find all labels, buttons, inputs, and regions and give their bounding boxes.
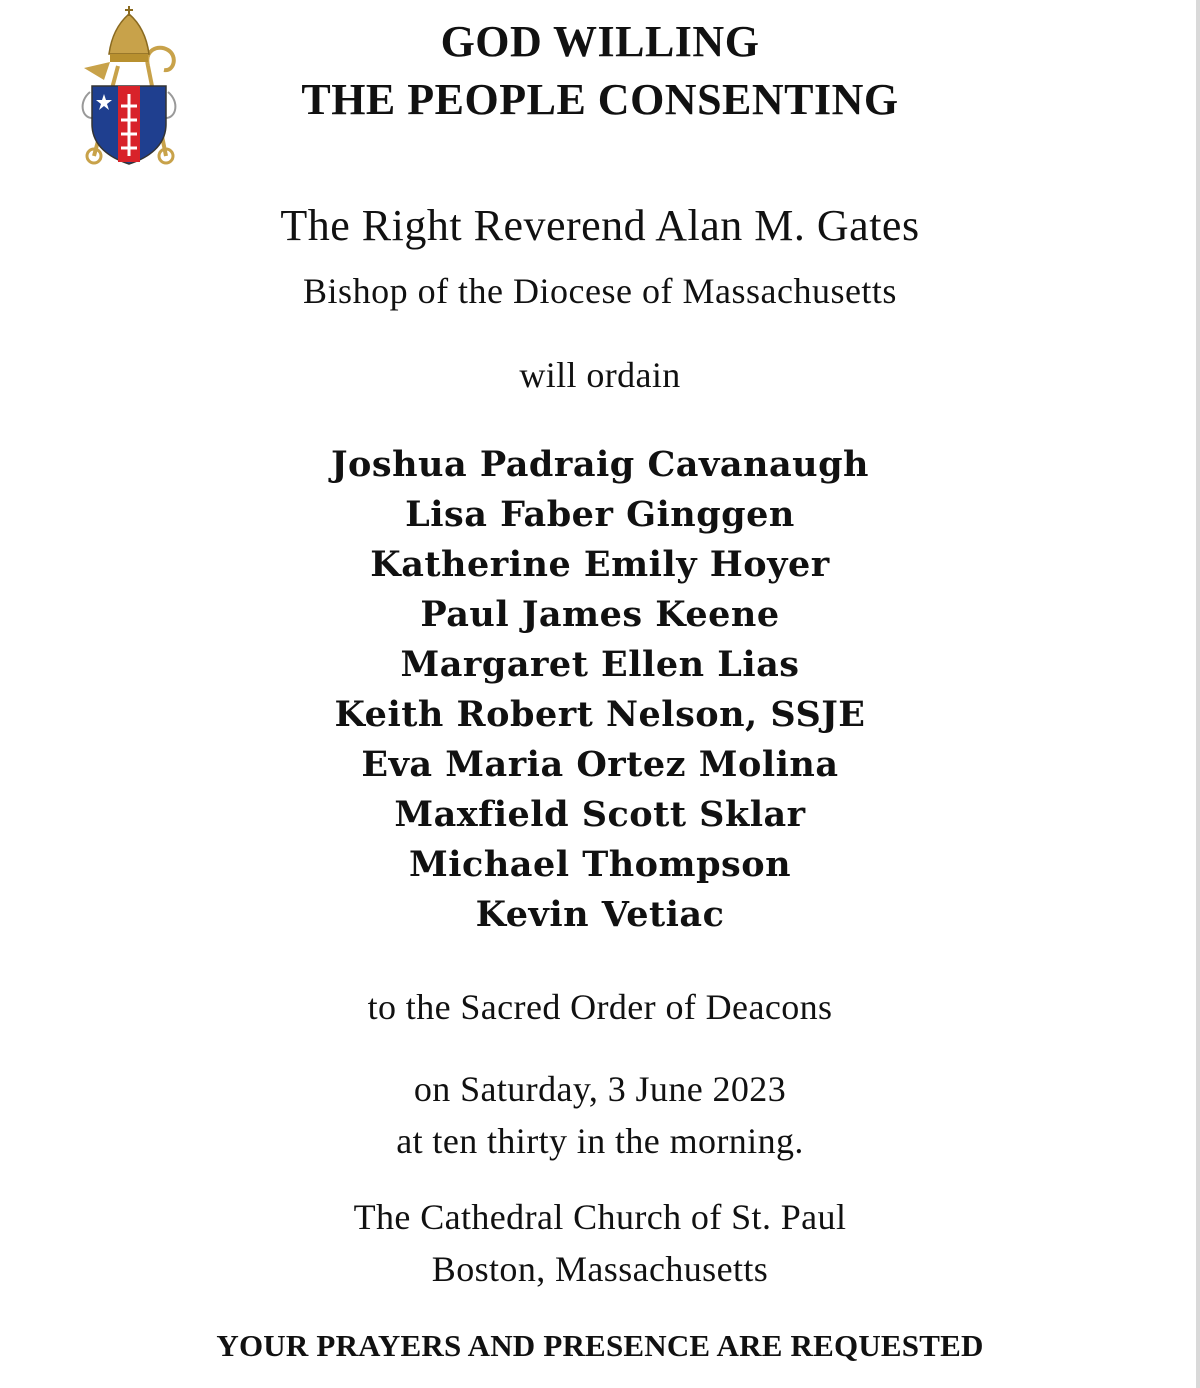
action-text: will ordain <box>519 355 681 395</box>
footer-request: YOUR PRAYERS AND PRESENCE ARE REQUESTED <box>216 1328 984 1363</box>
heading-line-2: THE PEOPLE CONSENTING <box>301 75 899 124</box>
ordinand-name: Keith Robert Nelson, SSJE <box>334 694 866 735</box>
venue-name: The Cathedral Church of St. Paul <box>353 1197 847 1237</box>
ordinand-name: Michael Thompson <box>408 844 792 885</box>
heading-line-1: GOD WILLING <box>440 17 760 66</box>
ordinand-name: Maxfield Scott Sklar <box>394 794 806 835</box>
ordinand-name: Paul James Keene <box>420 594 780 635</box>
ordinand-name: Lisa Faber Ginggen <box>405 494 795 535</box>
ordinand-name: Katherine Emily Hoyer <box>370 544 830 585</box>
ordinand-name: Eva Maria Ortez Molina <box>361 744 839 785</box>
ordinand-name: Kevin Vetiac <box>475 894 725 935</box>
service-date: on Saturday, 3 June 2023 <box>413 1069 787 1109</box>
bishop-name: The Right Reverend Alan M. Gates <box>280 201 920 250</box>
bishop-title: Bishop of the Diocese of Massachusetts <box>303 271 897 311</box>
ordinand-name: Margaret Ellen Lias <box>400 644 800 685</box>
order-text: to the Sacred Order of Deacons <box>367 987 833 1027</box>
service-time: at ten thirty in the morning. <box>396 1121 804 1161</box>
ordinand-name: Joshua Padraig Cavanaugh <box>330 444 869 485</box>
venue-city: Boston, Massachusetts <box>431 1249 769 1289</box>
